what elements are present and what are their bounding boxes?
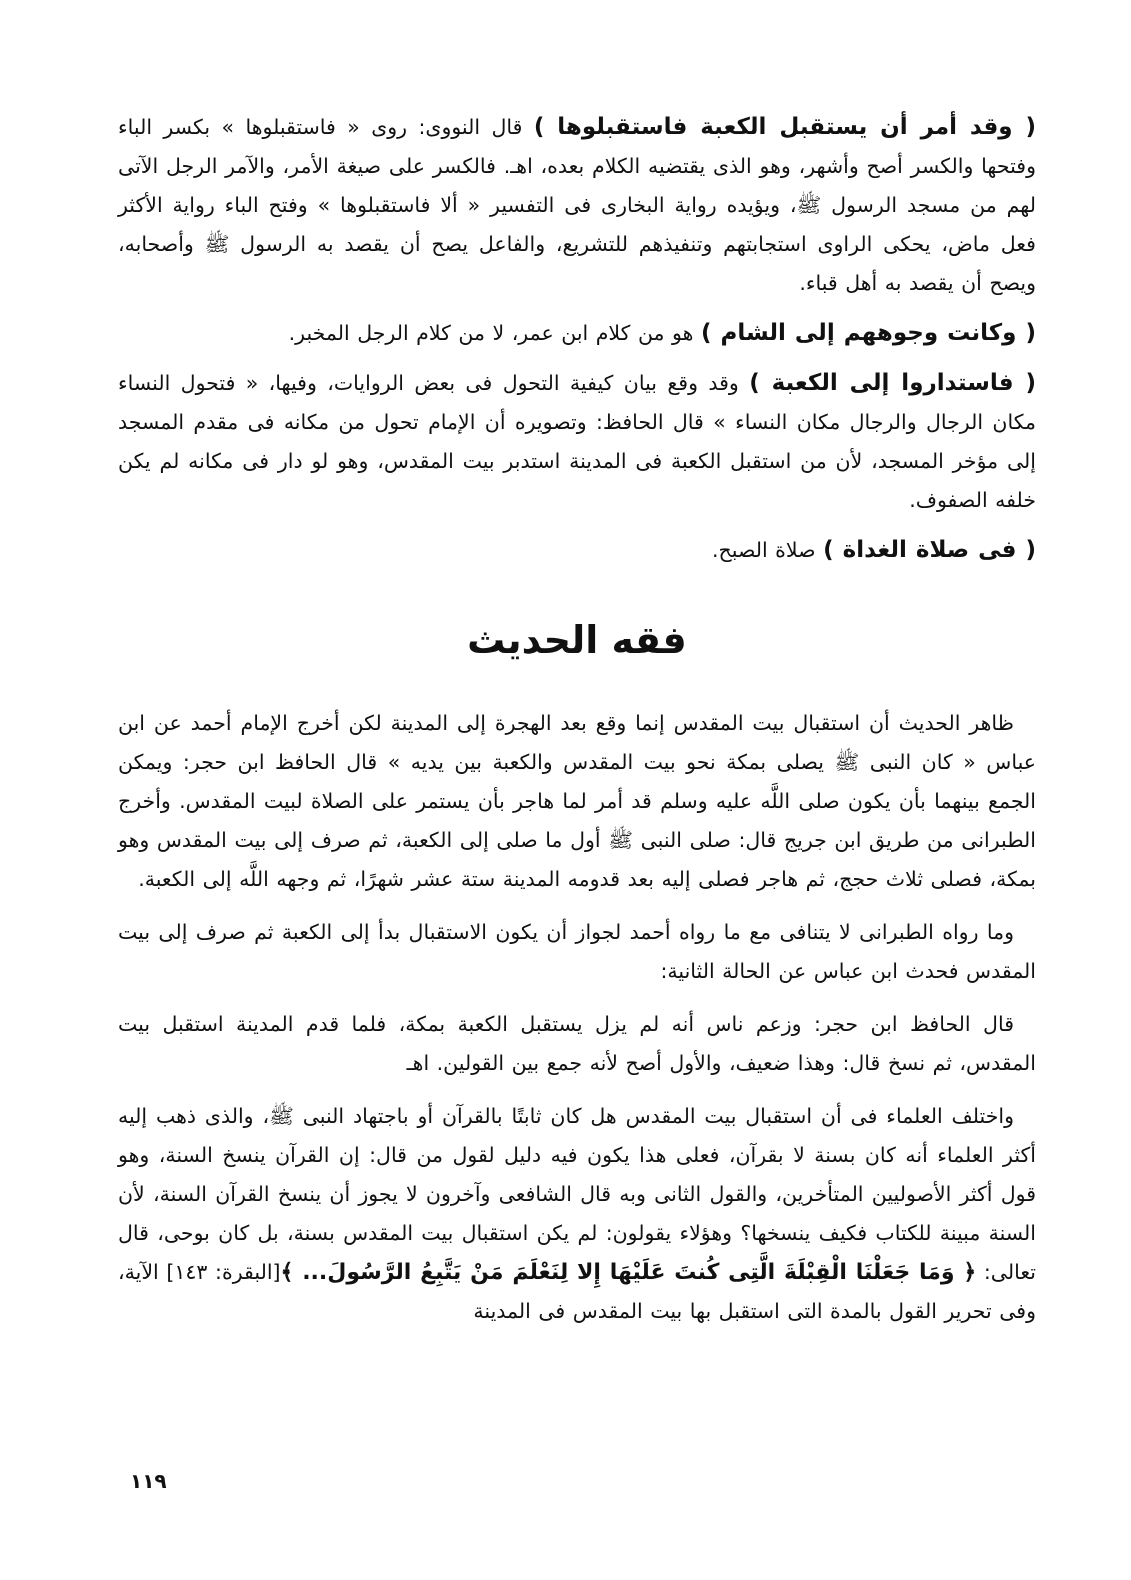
commentary-lemma: ( وقد أمر أن يستقبل الكعبة فاستقبلوها ) <box>533 114 1036 140</box>
commentary-text: وقد وقع بيان كيفية التحول فى بعض الروايات، وفيها، « فتحول النساء مكان الرجال والرجال مكان النساء » قال الحافظ: وتصويره أن الإمام تحول من مكانه فى مقدم المسجد إلى مؤخر المسجد، لأن من استقبل الكعبة فى المدينة استدبر بيت المقدس، وهو لو دار فى مكانه لم يكن خلفه الصفوف. <box>118 371 1036 512</box>
paragraph-text: [البقرة: ١٤٣] الآية، وفى تحرير القول بالمدة التى استقبل بها بيت المقدس فى المدينة <box>118 1260 1036 1323</box>
commentary-entry <box>118 314 1036 353</box>
body-paragraph: وما رواه الطبرانى لا يتنافى مع ما رواه أحمد لجواز أن يكون الاستقبال بدأ إلى الكعبة ثم صرف إلى بيت المقدس فحدث ابن عباس عن الحالة الثانية: <box>118 920 1036 983</box>
commentary-lemma: ( فى صلاة الغداة ) <box>823 537 1036 563</box>
commentary-text: قال النووى: روى « فاستقبلوها » بكسر الباء وفتحها والكسر أصح وأشهر، وهو الذى يقتضيه الكلام بعده، اهـ. فالكسر على صيغة الأمر، والآمر الرجل الآتى لهم من مسجد الرسول ﷺ، ويؤيده رواية البخارى فى التفسير « ألا فاستقبلوها » وفتح الباء رواية الأكثر فعل ماض، يحكى الراوى استجابتهم وتنفيذهم للتشريع، والفاعل يصح أن يقصد به الرسول ﷺ وأصحابه، ويصح أن يقصد به أهل قباء. <box>118 115 1036 295</box>
page-number: ١١٩ <box>130 1469 167 1493</box>
body-paragraph: ظاهر الحديث أن استقبال بيت المقدس إنما وقع بعد الهجرة إلى المدينة لكن أخرج الإمام أحمد عن ابن عباس « كان النبى ﷺ يصلى بمكة نحو بيت المقدس والكعبة بين يديه » قال الحافظ ابن حجر: ويمكن الجمع بينهما بأن يكون صلى اللَّه عليه وسلم قد أمر لما هاجر بأن يستمر على الصلاة لبيت المقدس. وأخرج الطبرانى من طريق ابن جريج قال: صلى النبى ﷺ أول ما صلى إلى الكعبة، ثم صرف إلى بيت المقدس وهو بمكة، فصلى ثلاث حجج، ثم هاجر فصلى إليه بعد قدومه المدينة ستة عشر شهرًا، ثم وجهه اللَّه إلى الكعبة. <box>118 711 1036 891</box>
quran-verse: ﴿ وَمَا جَعَلْنَا الْقِبْلَةَ الَّتِى كُنتَ عَلَيْهَا إِلا لِنَعْلَمَ مَنْ يَتَّبِعُ الرَّسُولَ... ﴾ <box>280 1260 977 1285</box>
commentary-text: صلاة الصبح. <box>712 538 824 562</box>
paragraph-text: واختلف العلماء فى أن استقبال بيت المقدس هل كان ثابتًا بالقرآن أو باجتهاد النبى ﷺ، والذى ذهب إليه أكثر العلماء أنه كان بسنة لا بقرآن، فعلى هذا يكون فيه دليل لقول من قال: إن القرآن ينسخ السنة، وهو قول أكثر الأصوليين المتأخرين، والقول الثانى وبه قال الشافعى وآخرون لا يجوز أن ينسخ القرآن السنة، لأن السنة مبينة للكتاب فكيف ينسخها؟ وهؤلاء يقولون: لم يكن استقبال بيت المقدس بسنة، بل كان بوحى، قال تعالى: <box>118 1104 1036 1284</box>
commentary-entry <box>118 364 1036 520</box>
commentary-text: هو من كلام ابن عمر، لا من كلام الرجل المخبر. <box>288 321 701 345</box>
body-paragraph: قال الحافظ ابن حجر: وزعم ناس أنه لم يزل يستقبل الكعبة بمكة، فلما قدم المدينة استقبل بيت المقدس، ثم نسخ قال: وهذا ضعيف، والأول أصح لأنه جمع بين القولين. اهـ <box>118 1012 1036 1075</box>
body-paragraph <box>118 1097 1036 1331</box>
commentary-entry <box>118 531 1036 570</box>
section-heading: فقه الحديث <box>467 618 687 662</box>
page-content <box>118 108 1036 1331</box>
commentary-lemma: ( وكانت وجوههم إلى الشام ) <box>700 320 1036 346</box>
commentary-lemma: ( فاستداروا إلى الكعبة ) <box>749 370 1036 396</box>
commentary-entry <box>118 108 1036 303</box>
